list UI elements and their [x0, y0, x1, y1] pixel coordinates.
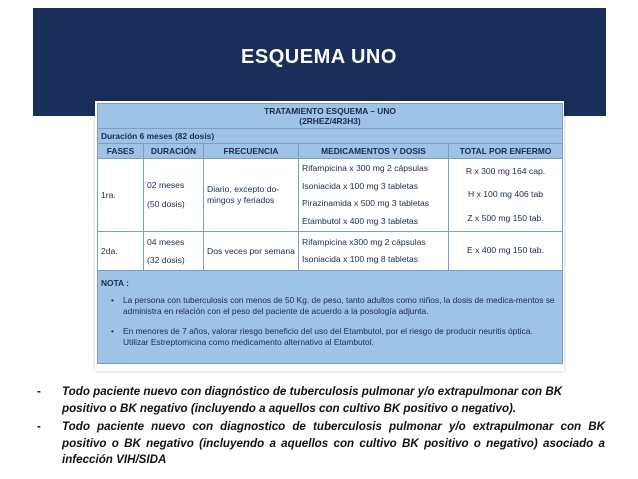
total-rifampicina: R x 300 mg 164 cap.	[465, 165, 546, 176]
phase2-med-isoniacida: Isoniacida x 100 mg 8 tabletas	[302, 254, 419, 264]
total-isoniacida: H x 100 mg 406 tab	[468, 189, 544, 200]
bullet-dash: -	[37, 385, 41, 398]
bullet-text: Todo paciente nuevo con diagnostico de tuberculosis pulmonar y/o extrapulmonar con BK positivo o BK negativo (incluyendo a aquellos con cultivo BK positivo o negativo) asociado a infección VIH/SIDA	[62, 420, 605, 466]
phase1-med-rifampicina: Rifampicina x 300 mg 2 cápsulas	[302, 163, 429, 173]
nota-item-text: En menores de 7 años, valorar riesgo beneficio del uso del Etambutol, por el riesgo de producir neuritis óptica. Utilizar Estreptomicina como medicamento alternativo al Etambutol.	[123, 325, 533, 347]
col-header-duracion: DURACIÓN	[144, 144, 204, 159]
total-etambutol: E x 400 mg 150 tab.	[467, 245, 544, 256]
nota-title: NOTA :	[101, 277, 129, 288]
nota-item	[101, 326, 559, 348]
phase1-med-pirazinamida: Pirazinamida x 500 mg 3 tabletas	[302, 198, 430, 208]
table-title-line2: (2RHEZ/4R3H3)	[299, 116, 361, 126]
bullet-list	[33, 384, 605, 471]
col-header-frecuencia: FRECUENCIA	[204, 144, 299, 159]
phase1-totals	[449, 159, 563, 232]
phase2-fase: 2da.	[98, 232, 144, 271]
phase2-med-rifampicina: Rifampicina x300 mg 2 cápsulas	[302, 236, 426, 247]
phase1-medicamentos	[299, 159, 449, 232]
phase2-duracion-meses: 04 meses	[147, 237, 185, 247]
col-header-medicamentos: MEDICAMENTOS Y DOSIS	[299, 144, 449, 159]
phase1-frecuencia: Diario, excepto do-mingos y feriados	[204, 159, 299, 232]
nota-item-text: La persona con tuberculosis con menos de 50 Kg. de peso, tanto adultos como niños, la dosis de medica-mentos se administra en relación con el peso del paciente de acuerdo a la posología adjunta.	[123, 294, 555, 316]
nota-item	[101, 295, 559, 317]
total-pirazinamida: Z x 500 mg 150 tab.	[467, 212, 544, 223]
phase1-med-isoniacida: Isoniacida x 100 mg 3 tabletas	[302, 180, 419, 191]
phase2-medicamentos	[299, 232, 449, 271]
phase2-duracion-dosis: (32 dosis)	[147, 255, 185, 265]
bullet-item	[33, 384, 605, 417]
table-row-phase1	[98, 159, 563, 232]
slide-title: ESQUEMA UNO	[241, 46, 397, 68]
duration-label: Duración 6 meses (82 dosis)	[98, 129, 563, 144]
phase2-totals	[449, 232, 563, 271]
phase2-duracion	[144, 232, 204, 271]
phase1-duracion-meses: 02 meses	[147, 180, 185, 190]
bullet-dot-icon: •	[111, 294, 114, 305]
treatment-table	[97, 103, 563, 364]
phase1-fase: 1ra.	[98, 159, 144, 232]
phase1-duracion-dosis: (50 dosis)	[147, 199, 185, 209]
bullet-dot-icon: •	[111, 325, 114, 336]
bullet-item	[33, 419, 605, 469]
phase1-duracion	[144, 159, 204, 232]
table-title-line1: TRATAMIENTO ESQUEMA – UNO	[264, 105, 396, 116]
phase1-med-etambutol: Etambutol x 400 mg 3 tabletas	[302, 215, 419, 226]
col-header-total: TOTAL POR ENFERMO	[449, 144, 563, 159]
table-title	[98, 104, 563, 129]
nota-section	[98, 271, 563, 364]
bullet-text: Todo paciente nuevo con diagnóstico de tuberculosis pulmonar y/o extrapulmonar con BK positivo o BK negativo (incluyendo a aquellos con cultivo BK positivo o negativo).	[62, 385, 563, 415]
table-row-phase2	[98, 232, 563, 271]
col-header-fases: FASES	[98, 144, 144, 159]
phase2-frecuencia: Dos veces por semana	[204, 232, 299, 271]
bullet-dash: -	[37, 420, 41, 433]
